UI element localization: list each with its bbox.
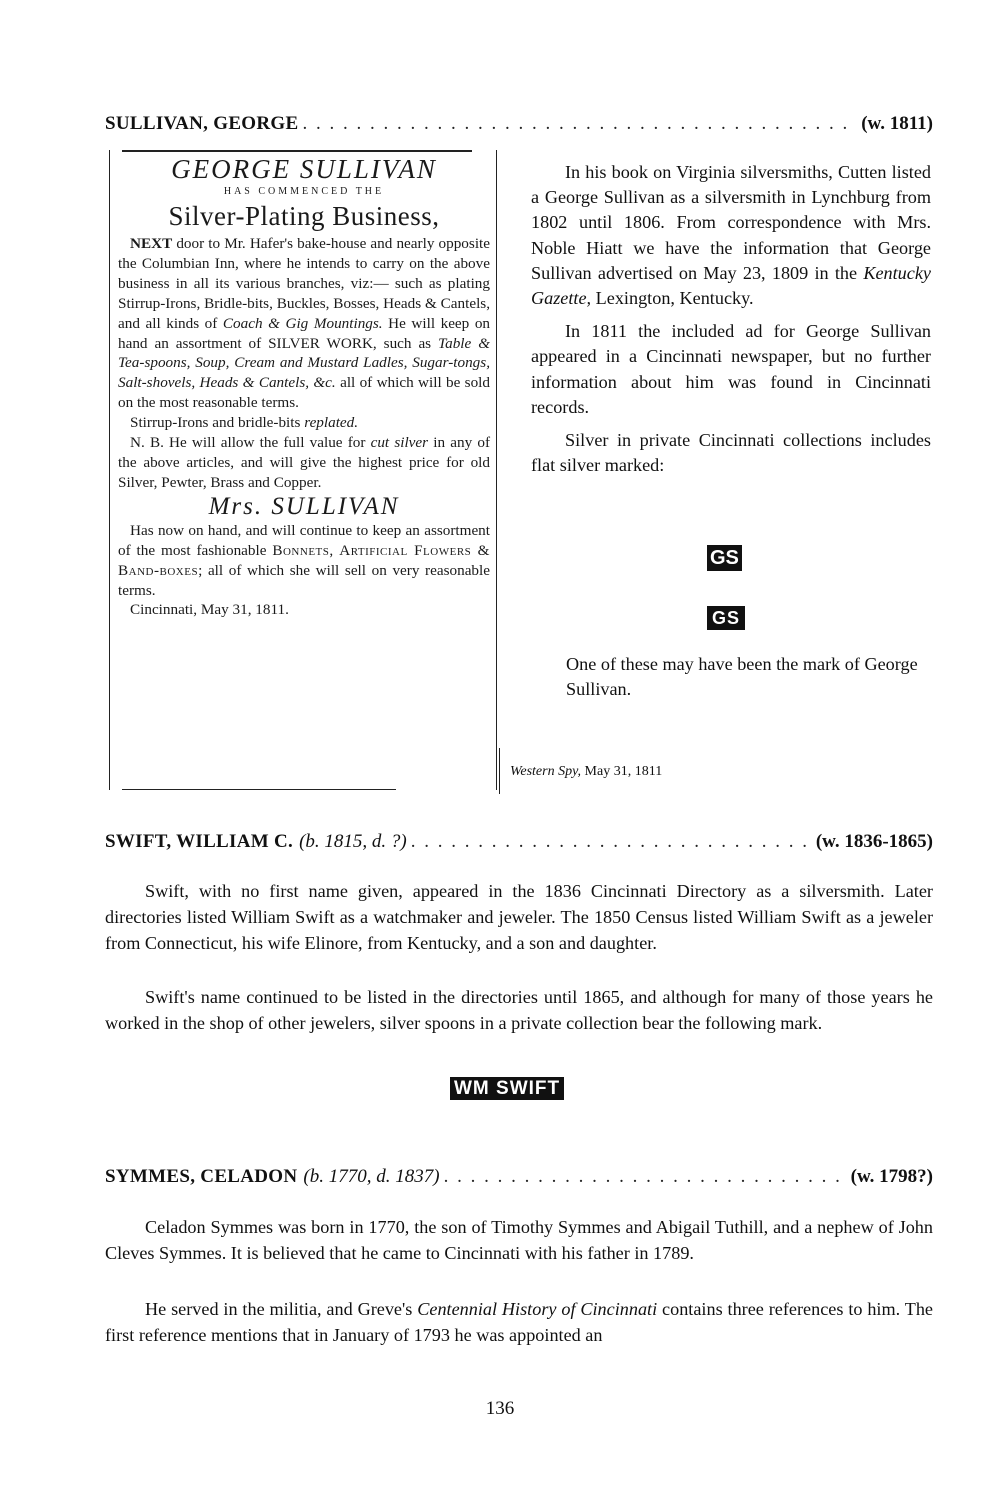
body-paragraph — [531, 160, 931, 311]
body-paragraph: Swift, with no first name given, appeared in the 1836 Cincinnati Directory as a silversmith. Later directories listed William Swift as a watchmaker and jeweler. The 1850 Census listed William Swift as a jeweler from Connecticut, his wife Elinore, from Kentucky, and a son and daughter. — [105, 881, 933, 953]
ad-italic-text: Table & Tea-spoons, Soup, Cream and Mustard Ladles, Sugar-tongs, Salt-shovels, Heads & Cantels, &c. — [118, 334, 491, 392]
ad-text: ; all of which she will sell on very reasonable terms. — [118, 561, 490, 599]
body-paragraph: In 1811 the included ad for George Sullivan appeared in a Cincinnati newspaper, but no further information about him was found in Cincinnati records. — [531, 321, 931, 417]
entry-heading-sullivan — [105, 113, 933, 135]
entry-name: SWIFT, WILLIAM C. — [105, 831, 294, 852]
leader-dots — [444, 1166, 847, 1188]
body-text: Lexington, Kentucky. — [591, 288, 754, 309]
ad-commenced-line: HAS COMMENCED THE — [223, 186, 385, 197]
ad-text: door to Mr. Hafer's bake-house and nearly opposite the Columbian Inn, where he intends to carry on the above business in all its various branches, viz:— such as plating Stirrup-Irons, Bridle-bits, Buckles, Bosses, Heads & Cantels, and all kinds of — [118, 235, 490, 332]
entry-name: SULLIVAN, GEORGE — [105, 113, 299, 134]
sullivan-text-column — [531, 160, 931, 486]
ad-dateline: Cincinnati, May 31, 1811. — [130, 601, 289, 619]
ad-text: He will keep on hand an assortment of SILVER WORK, such as — [118, 314, 491, 352]
ad-mrs-sullivan: Mrs. SULLIVAN — [208, 492, 400, 520]
ad-body — [118, 234, 490, 620]
body-paragraph: Celadon Symmes was born in 1770, the son of Timothy Symmes and Abigail Tuthill, and a nephew of John Cleves Symmes. It is believed that he came to Cincinnati with his father in 1789. — [105, 1217, 933, 1263]
book-title: Centennial History of Cincinnati — [417, 1299, 658, 1319]
working-years: (w. 1798?) — [850, 1166, 933, 1187]
entry-heading-swift — [105, 831, 933, 853]
body-paragraph: Silver in private Cincinnati collections includes flat silver marked: — [531, 430, 931, 476]
caption-date: May 31, 1811 — [581, 764, 663, 779]
body-paragraph — [105, 1296, 933, 1348]
body-text: He served in the militia, and Greve's — [145, 1299, 418, 1319]
ad-text: Stirrup-Irons and bridle-bits — [130, 414, 305, 432]
ad-paragraph — [118, 521, 490, 601]
working-years: (w. 1836-1865) — [815, 831, 933, 852]
silver-mark-gs-1: GS — [707, 545, 742, 571]
leader-dots — [302, 113, 857, 135]
ad-text: in any of the above articles, and will give the highest price for old Silver, Pewter, Brass and Copper. — [118, 434, 490, 491]
ad-bottom-rule — [122, 789, 396, 790]
ad-paragraph — [118, 413, 490, 433]
ad-business-title: Silver-Plating Business, — [168, 201, 440, 231]
body-paragraph: One of these may have been the mark of George Sullivan. — [566, 654, 918, 700]
body-text: In his book on Virginia silversmiths, Cutten listed a George Sullivan as a silversmith in Lynchburg from 1802 until 1806. From correspondence with Mrs. Noble Hiatt we have the information that George Sullivan advertised on May 23, 1809 in the — [531, 162, 931, 283]
working-years: (w. 1811) — [861, 113, 933, 134]
ad-italic-text: Coach & Gig Mountings. — [222, 314, 383, 332]
ad-paragraph — [118, 433, 490, 493]
ad-italic-text: cut silver — [370, 434, 429, 452]
ad-text: all of which will be sold on the most reasonable terms. — [118, 374, 490, 412]
ad-smallcaps-text: Bonnets, Artificial Flowers & Band-boxes — [118, 541, 490, 579]
page-number: 136 — [485, 1398, 515, 1419]
entry-name: SYMMES, CELADON — [105, 1166, 298, 1187]
ad-paragraph — [118, 234, 490, 413]
newspaper-advertisement — [109, 150, 497, 790]
silver-mark-wm-swift: WM SWIFT — [450, 1077, 564, 1100]
ad-caption — [499, 748, 662, 794]
entry-heading-symmes — [105, 1166, 933, 1188]
body-paragraph: Swift's name continued to be listed in the directories until 1865, and although for many of those years he worked in the shop of other jewelers, silver spoons in a private collection bear the following mark. — [105, 987, 933, 1033]
ad-lead-word: NEXT — [130, 235, 173, 252]
ad-name-header: GEORGE SULLIVAN — [171, 154, 437, 184]
life-dates: (b. 1770, d. 1837) — [303, 1166, 440, 1187]
caption-source: Western Spy, — [510, 764, 582, 779]
ad-text: Has now on hand, and will continue to keep an assortment of the most fashionable — [118, 521, 490, 559]
ad-text: N. B. He will allow the full value for — [130, 434, 371, 452]
life-dates: (b. 1815, d. ?) — [299, 831, 407, 852]
ad-top-rule — [122, 150, 472, 152]
ad-italic-text: replated. — [304, 414, 359, 432]
silver-mark-gs-2: GS — [707, 606, 745, 630]
leader-dots — [411, 831, 812, 853]
body-text: contains three references to him. The first reference mentions that in January of 1793 he was appointed an — [105, 1299, 934, 1345]
newspaper-title: Kentucky Gazette, — [531, 262, 931, 309]
